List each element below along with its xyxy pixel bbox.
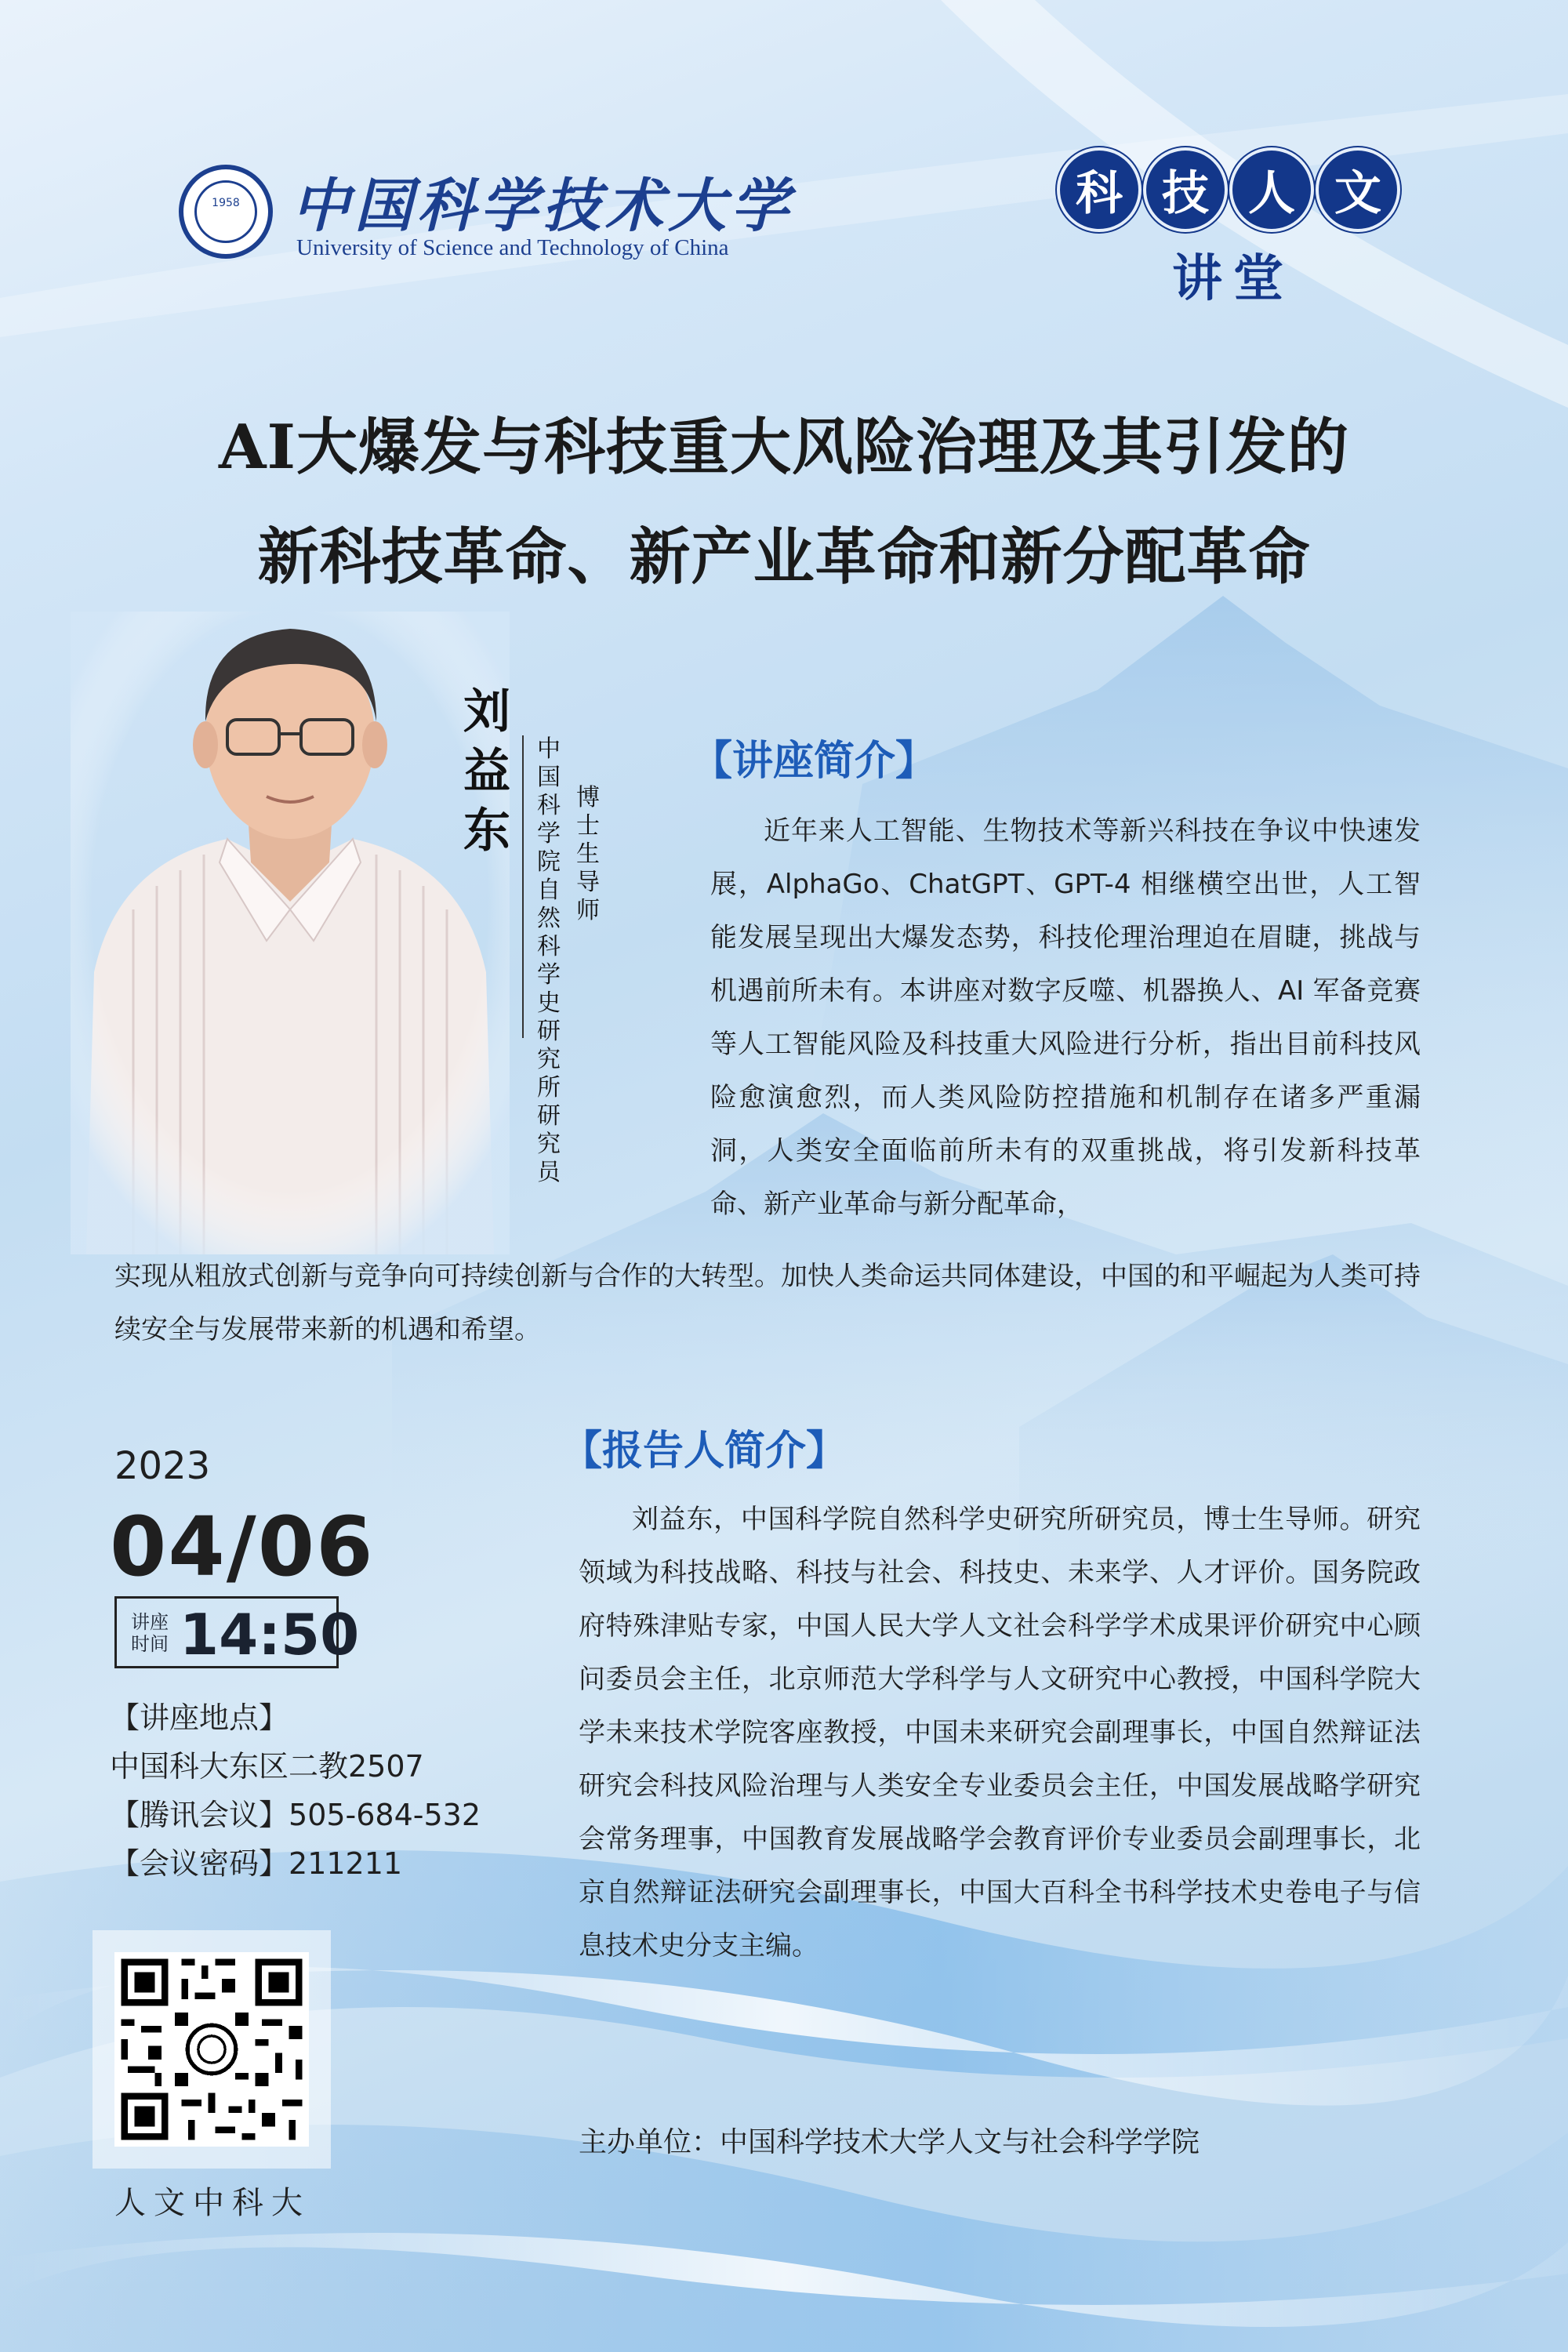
qr-caption: 人文中科大 (114, 2185, 310, 2221)
lecture-date: 04/06 (110, 1499, 375, 1595)
university-name-en: University of Science and Technology of China (296, 235, 729, 260)
lecture-title-line-1: AI大爆发与科技重大风险治理及其引发的 (218, 412, 1349, 483)
speaker-intro-text: 刘益东，中国科学院自然科学史研究所研究员，博士生导师。研究领域为科技战略、科技与社会、科技史、未来学、人才评价。国务院政府特殊津贴专家，中国人民大学人文社会科学学术成果评价研究中心顾问委员会主任，北京师范大学科学与人文研究中心教授，中国科学院大学未来技术学院客座教授，中国未来研究会副理事长，中国自然辩证法研究会科技风险治理与人类安全专业委员会主任，中国发展战略学研究会常务理事，中国教育发展战略学会教育评价专业委员会副理事长，北京自然辩证法研究会副理事长，中国大百科全书科学技术史卷电子与信息技术史分支主编。 (579, 1504, 1421, 1962)
seal-year: 1958 (212, 197, 240, 209)
series-badge (1060, 151, 1397, 229)
location: 中国科大东区二教2507 (110, 1749, 424, 1784)
meeting-password (110, 1839, 402, 1882)
series-char-1: 科 (1060, 151, 1138, 229)
speaker-divider (522, 735, 524, 1038)
seal-inner-ring (194, 180, 257, 243)
meeting-password-value: 211211 (289, 1846, 403, 1881)
university-name-cn: 中国科学技术大学 (292, 172, 793, 240)
speaker-name: 刘益东 (463, 684, 510, 858)
series-subtitle: 讲堂 (1172, 249, 1294, 308)
lecture-time-label: 讲座时间 (131, 1611, 169, 1655)
tencent-meeting-id: 505-684-532 (289, 1798, 481, 1832)
lecture-intro-text: 近年来人工智能、生物技术等新兴科技在争议中快速发展，AlphaGo、ChatGPT、GPT-4 相继横空出世，人工智能发展呈现出大爆发态势，科技伦理治理迫在眉睫，挑战与机遇前所未有。本讲座对数字反噬、机器换人、AI 军备竞赛等人工智能风险及科技重大风险进行分析，指出目前科技风险愈演愈烈，而人类风险防控措施和机制存在诸多严重漏洞，人类安全面临前所未有的双重挑战，将引发新科技革命、新产业革命与新分配革命， (710, 815, 1421, 1220)
speaker-affiliation: 中国科学院自然科学史研究所研究员 (537, 735, 561, 1186)
series-char-4: 文 (1319, 151, 1397, 229)
lecture-time: 14:50 (180, 1602, 360, 1668)
speaker-photo (71, 612, 510, 1254)
location-label: 【讲座地点】 (110, 1700, 289, 1735)
lecture-intro-text-cont: 实现从粗放式创新与竞争向可持续创新与合作的大转型。加快人类命运共同体建设，中国的和平崛起为人类可持续安全与发展带来新的机遇和希望。 (114, 1261, 1421, 1345)
speaker-role: 博士生导师 (576, 784, 600, 924)
tencent-meeting (110, 1791, 481, 1834)
speaker-intro-heading: 【报告人简介】 (561, 1428, 848, 1475)
series-char-2: 技 (1146, 151, 1225, 229)
university-seal-icon (179, 165, 273, 259)
meeting-password-label: 【会议密码】 (110, 1846, 289, 1881)
lecture-title-line-2: 新科技革命、新产业革命和新分配革命 (257, 521, 1311, 593)
lecture-time-box (114, 1596, 360, 1668)
host-organizer: 主办单位：中国科学技术大学人文与社会科学学院 (579, 2126, 1200, 2158)
series-char-3: 人 (1232, 151, 1311, 229)
lecture-intro-heading: 【讲座简介】 (691, 738, 937, 785)
tencent-meeting-label: 【腾讯会议】 (110, 1798, 289, 1832)
qr-code-icon[interactable] (114, 1952, 309, 2147)
lecture-year: 2023 (114, 1444, 211, 1488)
